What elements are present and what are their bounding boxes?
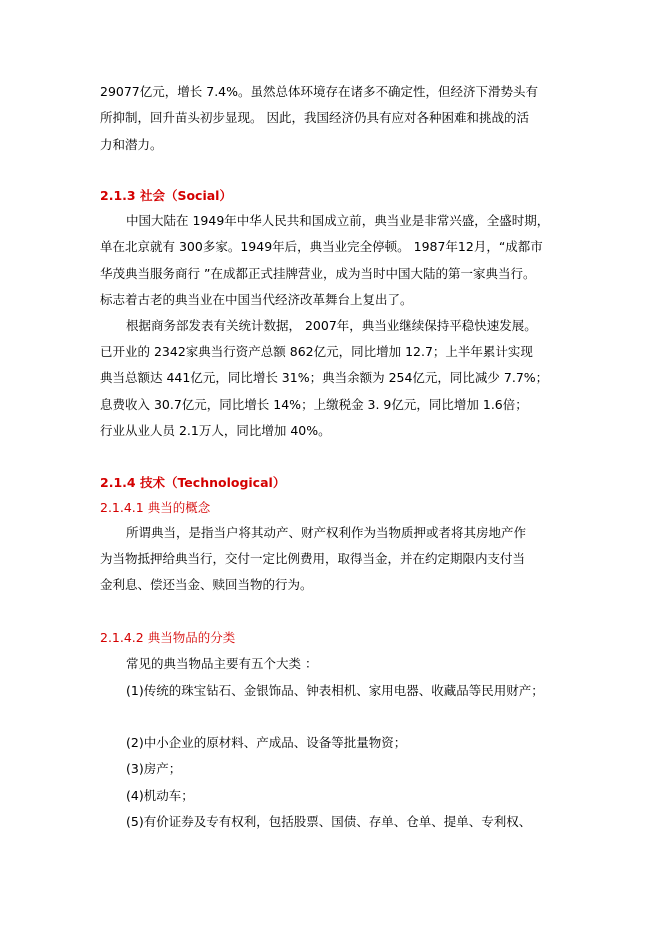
social-p1-line: 单在北京就有 300多家。1949年后，典当业完全停顿。 1987年12月，“成都市 xyxy=(100,239,543,254)
intro-line-2: 所抑制，回升苗头初步显现。 因此，我国经济仍具有应对各种困难和挑战的活 xyxy=(100,110,529,125)
category-item: (1)传统的珠宝钻石、金银饰品、钟表相机、家用电器、收藏品等民用财产； xyxy=(126,683,544,698)
concept-line: 金利息、偿还当金、赎回当物的行为。 xyxy=(100,577,313,592)
intro-line-3: 力和潜力。 xyxy=(100,137,163,152)
social-p2-line: 息费收入 30.7亿元，同比增长 14%；上缴税金 3. 9亿元，同比增加 1.6倍； xyxy=(100,397,528,412)
social-p2-line: 行业从业人员 2.1万人，同比增加 40%。 xyxy=(100,423,331,438)
social-p2-line: 典当总额达 441亿元，同比增长 31%；典当余额为 254亿元，同比减少 7.7%； xyxy=(100,370,549,385)
intro-line-1: 29077亿元，增长 7.4%。虽然总体环境存在诸多不确定性，但经济下滑势头有 xyxy=(100,84,538,99)
section-heading-technological: 2.1.4 技术（Technological） xyxy=(100,475,286,490)
categories-intro: 常见的典当物品主要有五个大类 ： xyxy=(126,656,318,671)
social-p2-line: 已开业的 2342家典当行资产总额 862亿元，同比增加 12.7；上半年累计实现 xyxy=(100,344,533,359)
subheading-pawn-concept: 2.1.4.1 典当的概念 xyxy=(100,500,211,515)
category-item: (3)房产； xyxy=(126,761,182,776)
category-item: (4)机动车； xyxy=(126,788,194,803)
social-p1-line: 中国大陆在 1949年中华人民共和国成立前，典当业是非常兴盛，全盛时期， xyxy=(126,213,550,228)
category-item: (5)有价证券及专有权利，包括股票、国债、存单、仓单、提单、专利权、 xyxy=(126,814,532,829)
section-heading-social: 2.1.3 社会（Social） xyxy=(100,188,232,203)
category-item: (2)中小企业的原材料、产成品、设备等批量物资； xyxy=(126,735,407,750)
social-p2-line: 根据商务部发表有关统计数据， 2007年，典当业继续保持平稳快速发展。 xyxy=(126,318,537,333)
social-p1-line: 华茂典当服务商行 ”在成都正式挂牌营业，成为当时中国大陆的第一家典当行。 xyxy=(100,266,536,281)
subheading-pawn-categories: 2.1.4.2 典当物品的分类 xyxy=(100,630,236,645)
social-p1-line: 标志着古老的典当业在中国当代经济改革舞台上复出了。 xyxy=(100,292,413,307)
concept-line: 所谓典当，是指当户将其动产、财产权利作为当物质押或者将其房地产作 xyxy=(126,525,527,540)
concept-line: 为当物抵押给典当行，交付一定比例费用，取得当金，并在约定期限内支付当 xyxy=(100,551,526,566)
